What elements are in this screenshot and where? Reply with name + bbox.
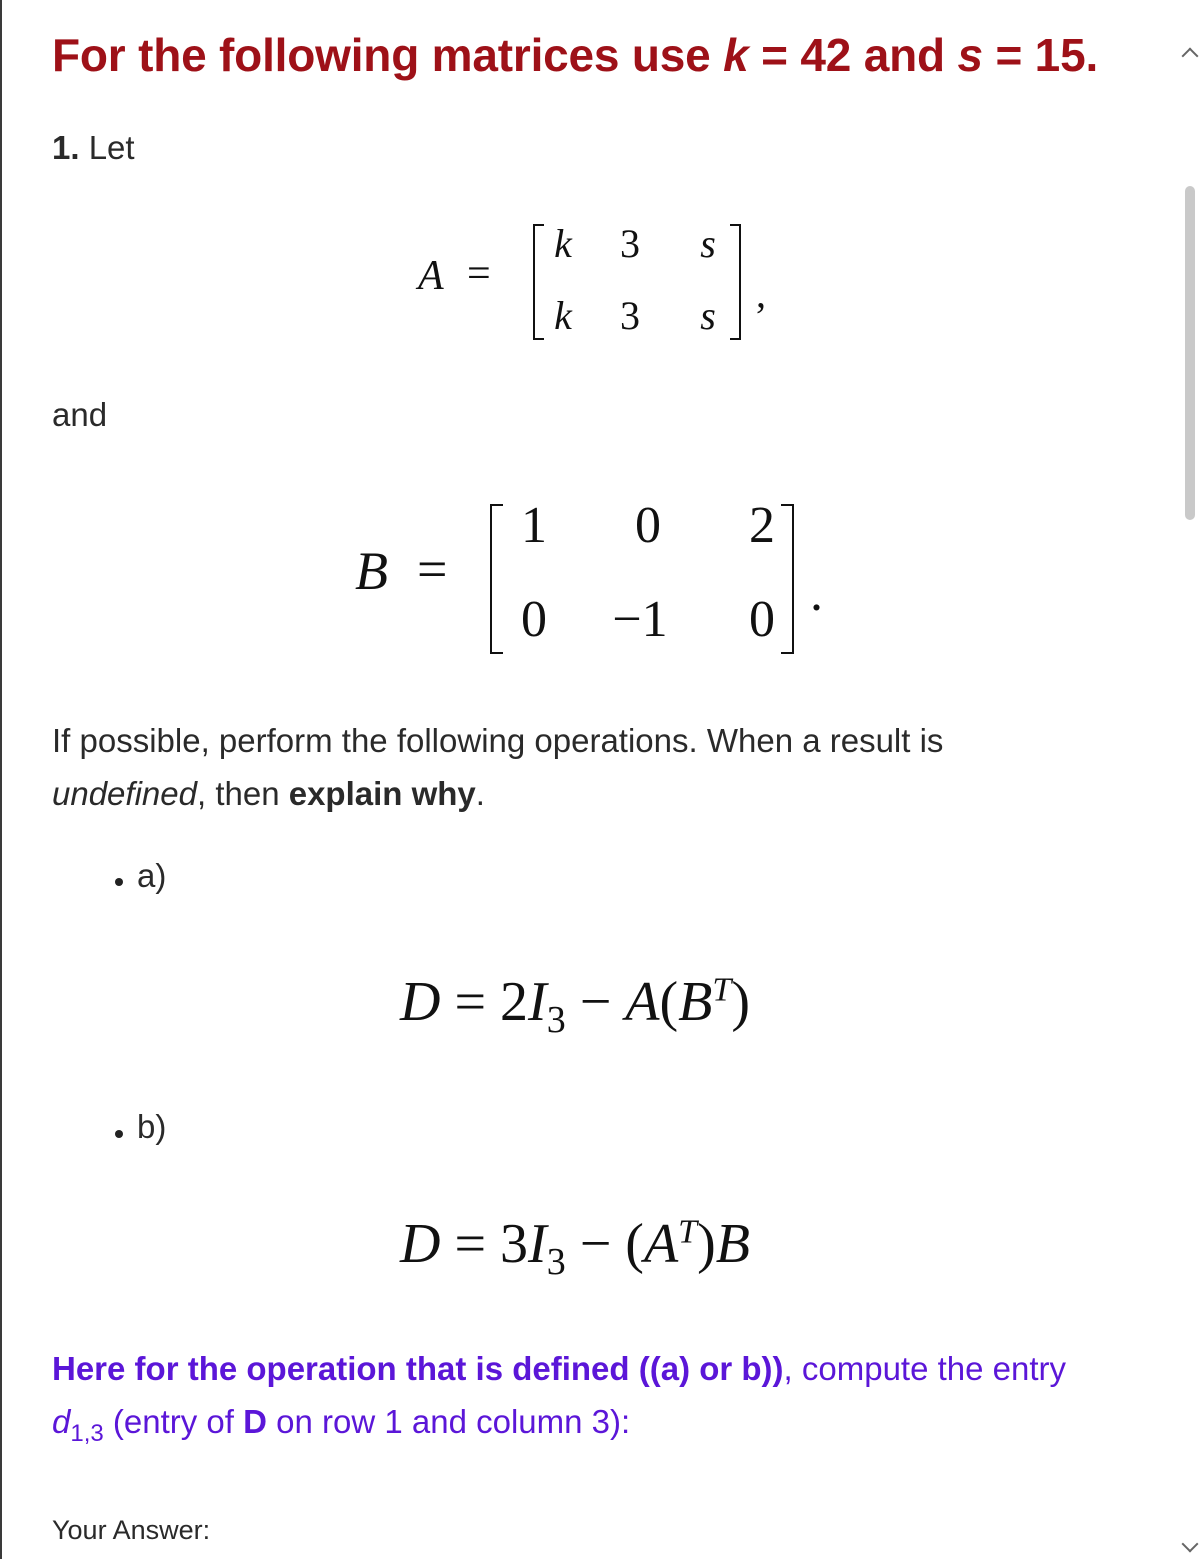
instructions-line-1: If possible, perform the following operations. When a result is <box>52 722 944 759</box>
matrix-b-equals: = <box>417 539 448 599</box>
matrix-b-cell: 1 <box>521 497 547 554</box>
instructions-line-2: undefined, then explain why. <box>52 775 485 812</box>
bullet-icon <box>115 878 123 886</box>
matrix-a-cell: 3 <box>620 221 640 266</box>
problem-number: 1. <box>52 129 80 166</box>
matrix-a-label: A <box>418 253 444 299</box>
matrix-b-cell: −1 <box>612 591 668 648</box>
part-a-label: a) <box>137 857 167 894</box>
matrix-a-cell: k <box>554 293 572 338</box>
scrollbar-thumb[interactable] <box>1185 186 1195 520</box>
matrix-b-cell: 0 <box>749 591 775 648</box>
question-line-2: $d_{1,3}$ (entry of D on row 1 and column 3): <box>52 1403 631 1447</box>
matrix-a-cell: s <box>700 293 716 338</box>
matrix-b-label: B <box>355 541 388 601</box>
matrix-b-cell: 0 <box>521 591 547 648</box>
matrix-a-cell: k <box>554 221 572 266</box>
part-a-equation: $D = 2I_3 - A(B^T)$ <box>400 971 750 1042</box>
part-b-equation: $D = 3I_3 - (A^T)B$ <box>400 1213 750 1284</box>
part-b-label: b) <box>137 1108 167 1145</box>
bullet-icon <box>115 1130 123 1138</box>
connector-and: and <box>52 396 108 433</box>
matrix-a-comma: , <box>756 271 766 316</box>
matrix-a <box>533 221 741 340</box>
matrix-b-cell: 2 <box>749 497 775 554</box>
scroll-up-icon[interactable] <box>1182 48 1199 65</box>
matrix-a-cell: 3 <box>620 293 640 338</box>
scroll-down-icon[interactable] <box>1182 1536 1199 1553</box>
matrix-a-equals: = <box>467 251 491 297</box>
answer-label: Your Answer: <box>52 1515 211 1545</box>
problem-intro: 1. Let <box>52 129 135 166</box>
matrix-b-period: . <box>810 565 823 622</box>
matrix-b <box>490 497 794 654</box>
page-heading: For the following matrices use k = 42 and s = 15. <box>52 29 1099 81</box>
question-line-1: Here for the operation that is defined ((a) or b)), compute the entry <box>52 1350 1067 1387</box>
matrix-b-cell: 0 <box>635 497 661 554</box>
left-border <box>0 0 2 1559</box>
matrix-a-cell: s <box>700 221 716 266</box>
